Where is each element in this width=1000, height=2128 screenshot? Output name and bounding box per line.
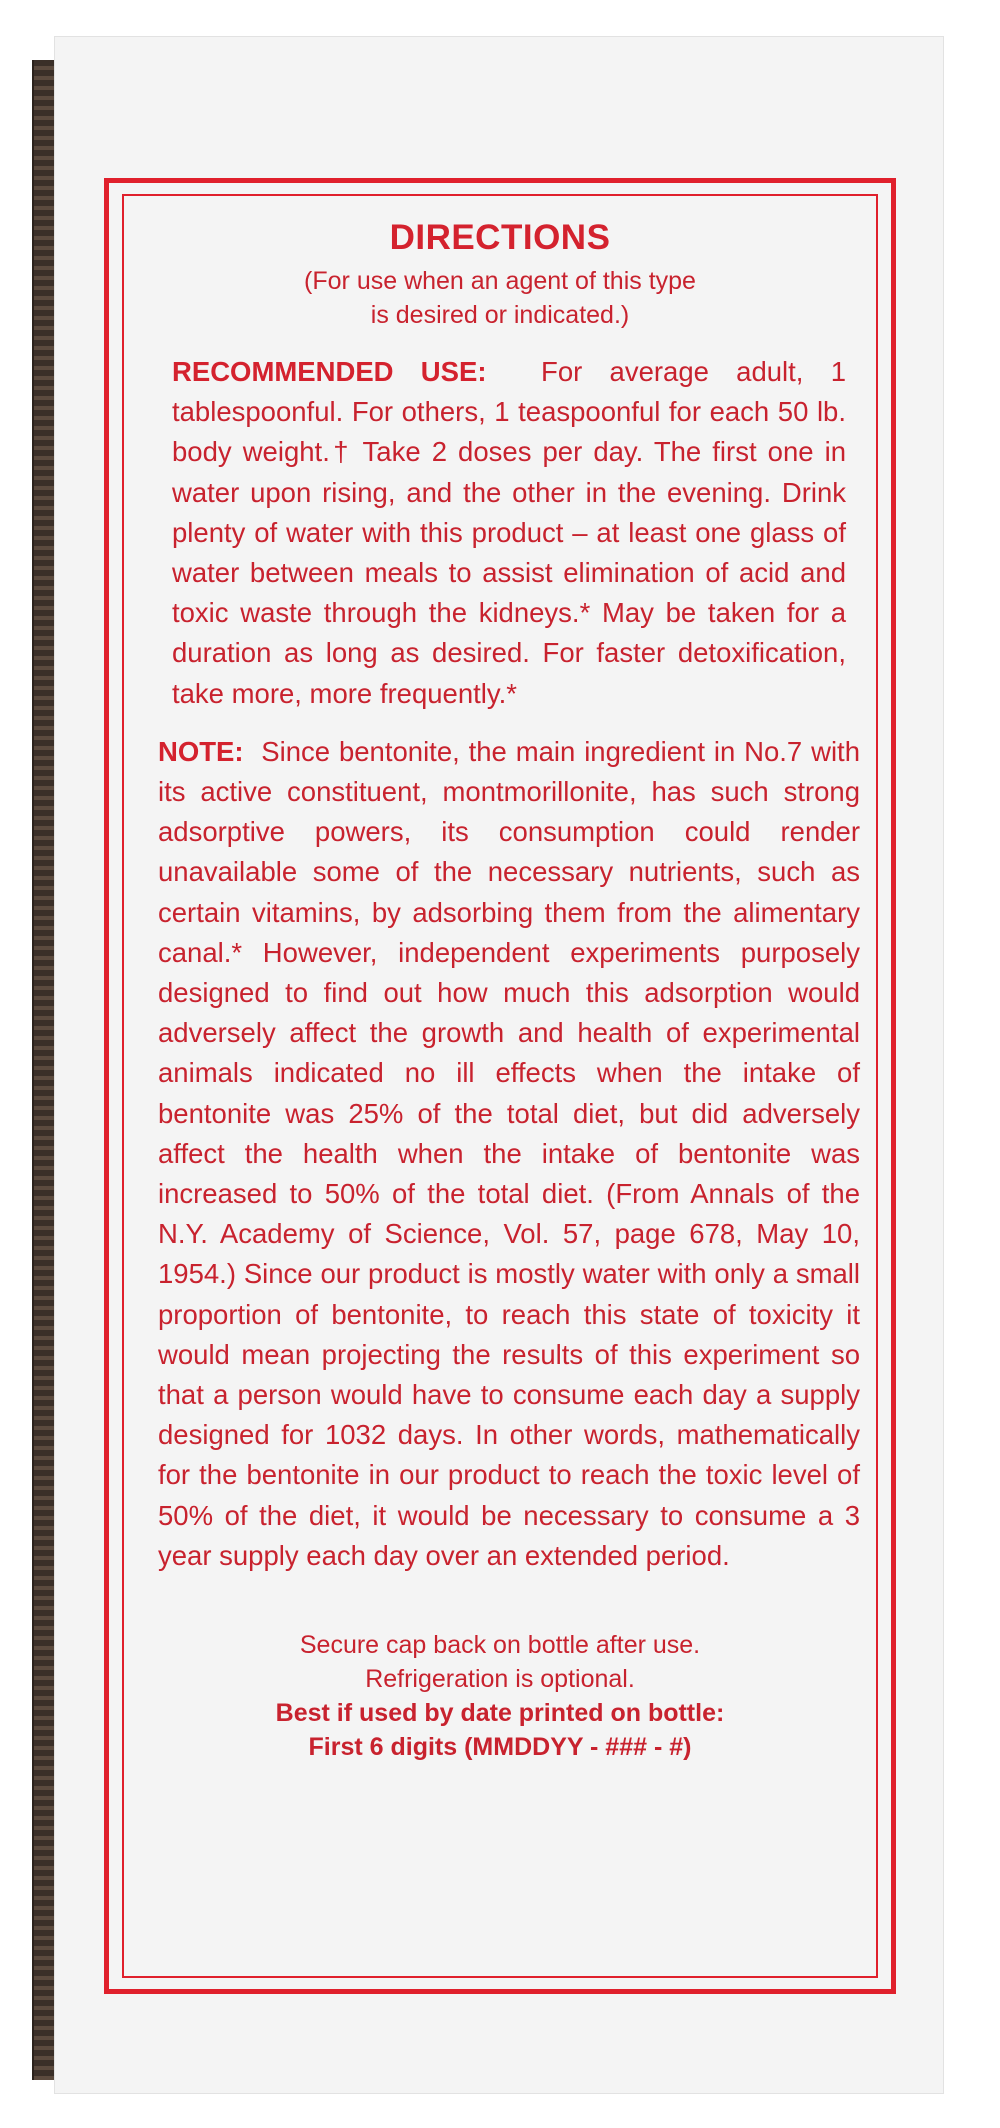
recommended-use-paragraph xyxy=(124,352,876,714)
recommended-use-text: For average adult, 1 tablespoonful. For others, 1 teaspoonful for each 50 lb. body weight.† Take 2 doses per day. The first one in water upon rising, and the other in the evening. Drink plenty of water with this product – at least one glass of water between meals to assist elimination of acid and toxic waste through the kidneys.* May be taken for a duration as long as desired. For faster detoxification, take more, more frequently.* xyxy=(172,356,846,709)
carton-side-edge xyxy=(32,60,56,2080)
directions-subtitle xyxy=(124,264,876,332)
directions-title: DIRECTIONS xyxy=(389,218,611,257)
footer-line-1: Secure cap back on bottle after use. xyxy=(299,1631,701,1660)
note-label: NOTE: xyxy=(158,735,262,767)
footer-line-2: Refrigeration is optional. xyxy=(365,1665,635,1694)
note-paragraph xyxy=(124,732,876,1576)
footer-line-3: Best if used by date printed on bottle: xyxy=(275,1699,725,1728)
recommended-use-label: RECOMMENDED USE: xyxy=(172,356,542,387)
directions-panel xyxy=(124,210,876,1764)
subtitle-line-2: is desired or indicated.) xyxy=(370,301,630,329)
note-text: Since bentonite, the main ingredient in No.7 with its active constituent, montmorillonite, has such strong adsorptive powers, its consumption could render unavailable some of the necessary nutrients, such as certain vitamins, by adsorbing them from the alimentary canal.* However, independent experiments purposely designed to find out how much this adsorption would adversely affect the growth and health of experimental animals indicated no ill effects when the intake of bentonite was 25% of the total diet, but did adversely affect the health when the intake of bentonite was increased to 50% of the total diet. (From Annals of the N.Y. Academy of Science, Vol. 57, page 678, May 10, 1954.) Since our product is mostly water with only a small proportion of bentonite, to reach this state of toxicity it would mean projecting the results of this experiment so that a person would have to consume each day a supply designed for 1032 days. In other words, mathematically for the bentonite in our product to reach the toxic level of 50% of the diet, it would be necessary to consume a 3 year supply each day over an extended period. xyxy=(158,735,860,1571)
subtitle-line-1: (For use when an agent of this type xyxy=(304,267,696,295)
footer-line-4: First 6 digits (MMDDYY - ### - #) xyxy=(308,1733,692,1762)
storage-instructions xyxy=(124,1628,876,1764)
